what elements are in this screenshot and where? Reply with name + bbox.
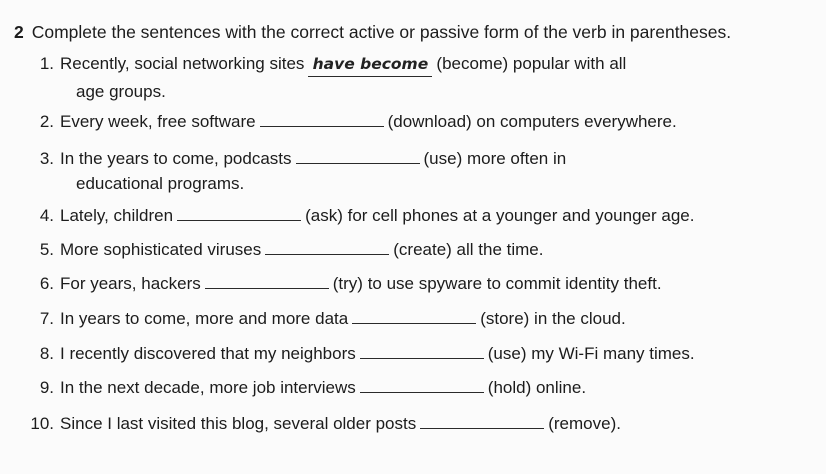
answer-blank[interactable] <box>296 149 420 164</box>
item-text: (try) to use spyware to commit identity theft. <box>332 274 662 293</box>
item-number: 2. <box>39 112 54 131</box>
exercise-header <box>14 22 731 43</box>
sentence-item <box>26 52 626 77</box>
answer-blank[interactable]: have become <box>308 52 432 77</box>
sentence-item <box>26 110 677 134</box>
item-number: 5. <box>39 240 54 259</box>
item-text: In the next decade, more job interviews <box>60 378 356 397</box>
item-text: In years to come, more and more data <box>60 309 349 328</box>
sentence-item <box>26 376 586 400</box>
item-text: (hold) online. <box>487 378 587 397</box>
item-text: (remove). <box>548 414 621 433</box>
answer-blank[interactable] <box>177 206 301 221</box>
sentence-item <box>26 307 626 331</box>
sentence-item <box>26 204 694 228</box>
item-number: 3. <box>39 149 54 168</box>
answer-blank[interactable] <box>420 414 544 429</box>
sentence-item <box>26 342 695 366</box>
item-number: 8. <box>39 344 54 363</box>
sentence-item <box>26 238 544 262</box>
answer-blank[interactable] <box>265 240 389 255</box>
item-text: For years, hackers <box>60 274 201 293</box>
item-text: Since I last visited this blog, several older posts <box>60 414 417 433</box>
item-text: (ask) for cell phones at a younger and younger age. <box>305 206 695 225</box>
item-text: More sophisticated viruses <box>60 240 262 259</box>
item-number: 9. <box>39 378 54 397</box>
item-number: 7. <box>39 309 54 328</box>
answer-blank[interactable] <box>352 309 476 324</box>
exercise-number: 2 <box>14 22 24 42</box>
item-number: 1. <box>39 54 54 73</box>
item-number: 4. <box>39 206 54 225</box>
answer-blank[interactable] <box>260 112 384 127</box>
answer-blank[interactable] <box>360 344 484 359</box>
answer-blank[interactable] <box>360 378 484 393</box>
item-text: (use) my Wi-Fi many times. <box>487 344 695 363</box>
item-text: (use) more often in <box>423 149 567 168</box>
item-text: (become) popular with all <box>436 54 627 73</box>
item-text: Recently, social networking sites <box>60 54 305 73</box>
item-text: (create) all the time. <box>393 240 544 259</box>
sentence-item <box>26 147 566 171</box>
exercise-instruction: Complete the sentences with the correct active or passive form of the verb in parentheses. <box>31 22 732 42</box>
item-text: I recently discovered that my neighbors <box>60 344 356 363</box>
item-number: 10. <box>30 414 54 433</box>
item-continuation: age groups. <box>76 82 166 101</box>
answer-blank[interactable] <box>205 274 329 289</box>
item-text: In the years to come, podcasts <box>60 149 292 168</box>
item-text: Lately, children <box>60 206 174 225</box>
sentence-item <box>26 272 662 296</box>
item-text: (store) in the cloud. <box>480 309 626 328</box>
item-continuation: educational programs. <box>76 174 245 193</box>
item-number: 6. <box>39 274 54 293</box>
item-text: Every week, free software <box>60 112 256 131</box>
sentence-item <box>26 412 621 436</box>
item-text: (download) on computers everywhere. <box>387 112 677 131</box>
